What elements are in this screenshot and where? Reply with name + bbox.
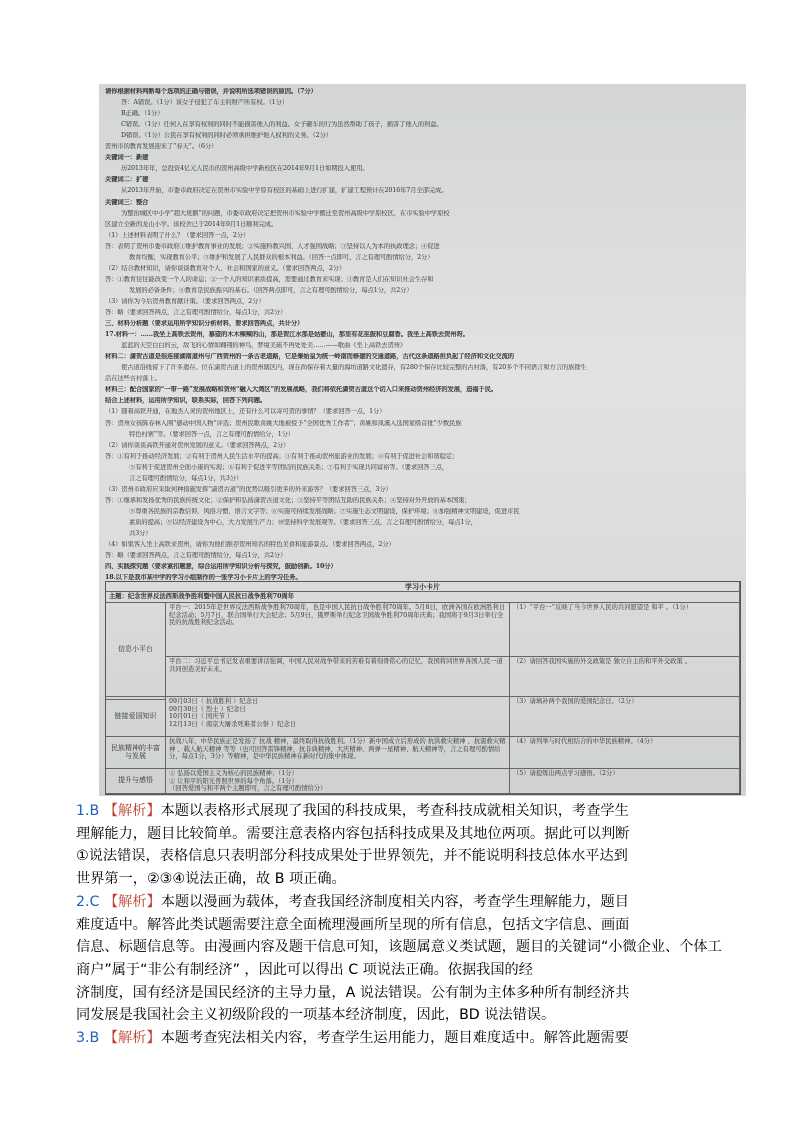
answer-text: 信息、标题信息等。由漫画内容及题干信息可知，该题属意义类试题，题目的关键词“小微企业、个体工: [76, 939, 722, 956]
scan-line: 答：略（要求回答两点，言之有理可酌情给分，每点1分，共2分）: [105, 309, 287, 316]
answer-line: [76, 1004, 636, 1027]
scan-line: 材料三：配合国家的“一带一路”发展战略和贺州“融入大湾区”的发展战略，我们将依托潇贺古道这个切入口来推动贺州经济的发展，造福于民。: [105, 386, 498, 394]
scan-line: 历2013年年，总投资4亿元人民币的贺州高级中学新校区在2014年9月1日如期投入使用。: [121, 165, 369, 173]
scan-line: 答：①有利于推动经济发展；②有利于贺州人民生活水平的提高；③有利于推动贺州旅游业的发展；④有利于促进社会和谐稳定；: [105, 452, 459, 460]
answer-text: 难度适中。解答此类试题需要注意全面梳理漫画所呈现的所有信息，包括文字信息、画面: [76, 916, 630, 933]
scan-line: 请你根据材料判断每个选项的正确与错误，并说明所选项错误的原因。（7分）: [105, 88, 317, 95]
answer-line: [76, 845, 636, 868]
answer-line: [76, 800, 636, 823]
scan-line: 三、材料分析题（要求运用所学知识分析材料，要求回答两点，共计分）: [105, 320, 304, 328]
scanned-exam-photo: [99, 84, 746, 796]
answer-text: 商户”属于“非公有制经济” ，因此可以得出 C 项说法正确。依据我国的经: [76, 961, 533, 978]
scan-line: ⑤有利于促进贺州全面小康的实现；⑥有利于促进平等团结的民族关系；⑦有利于实现共同富裕等。（要求回答三点，: [129, 463, 449, 471]
scan-line: （3）请你为今后贺州教育献计策。（要求回答两点，2分）: [105, 297, 265, 305]
scan-line: （1）随着高铁开通，在地杰人灵的贺州地区上，还有什么可以寄可贺的事情？（要求回答一点，1分）: [105, 408, 386, 416]
card-row4-label: 提升与感悟: [106, 769, 166, 794]
scan-line: C错误。（1分）任何人在享有权利的同时不能损害他人的利益。女子砸车的行为虽然帮助了孩子，损害了他人的利益。: [121, 121, 443, 129]
scan-line: ⑤尊重各民族的宗教信仰、风俗习惯、语言文字等；⑥实施可持续发展战略；⑦实施生态文明建设，保护环境；⑧加强精神文明建设，促进市民: [129, 507, 520, 515]
card-row3-question: （4）请列举与时代相结合的中华民族精神。（4分）: [510, 737, 740, 769]
answer-line: [76, 936, 722, 959]
answer-text: 本题以表格形式展现了我国的科技成果，考查科技成就相关知识，考查学生: [160, 803, 629, 819]
scan-line: 答：表明了贺州市委市政府①维护教育事业的发展；②实施科教兴国、人才强国战略；③坚持以人为本的执政理念；④促进: [105, 242, 440, 250]
card-row4-items: [166, 769, 510, 794]
answer-explanations: [76, 800, 722, 1050]
card-row4-question: （5）请提炼出两点学习感悟。（2分）: [510, 769, 740, 794]
card-row1-label: 信息小平台: [106, 603, 166, 697]
scan-line: （2）结合教材知识，请你谈谈教育对个人、社会和国家的意义。（要求回答两点，2分）: [105, 264, 346, 272]
answer-line: [76, 1027, 636, 1050]
card-row1-question1: （1）“平台一”反映了当今世界人民的共同愿望是 和平 。（1分）: [510, 603, 740, 657]
scan-line: 素质的提高；⑨以经济建设为中心，大力发展生产力；⑩坚持科学发展观等。（要求回答三点，言之有理可酌情给分，每点1分，: [129, 518, 477, 526]
scan-line: （1）上述材料表明了什么？（要求回答一点，2分）: [105, 231, 250, 239]
answer-line: [76, 914, 636, 937]
analysis-tag: 【解析】: [103, 893, 161, 910]
reflection-item: ① 弘扬以爱国主义为核心的民族精神；（1分）: [169, 770, 298, 777]
scan-line: D错误。（1分）公民在享有权利的同时必须承担维护他人权利的义务。（2分）: [121, 132, 332, 140]
patriotic-day-item: 12月13日（ 南京大屠杀死难者公祭 ）纪念日: [169, 720, 297, 728]
patriotic-day-item: 09月03日（ 抗战胜利 ）纪念日: [169, 698, 259, 705]
answer-text: 本题以漫画为载体，考查我国经济制度相关内容，考查学生理解能力，题目: [160, 893, 629, 910]
analysis-tag: 【解析】: [103, 803, 161, 819]
scan-line: 结合上述材料，运用所学知识，联系实际，回答下列问题。: [105, 397, 267, 405]
scan-line: （4）如果客人坐上高铁来贺州，请你为他们推荐贺州知名的特色美食和旅游景点。（要求回答两点，2分）: [105, 541, 395, 549]
scan-line: 关键词一：新建: [105, 154, 149, 162]
scan-line: 答：略（要求回答两点，言之有理可酌情给分，每点1分，共2分）: [105, 552, 287, 560]
card-row3-label: 民族精神的丰富与发展: [106, 737, 166, 769]
card-row1-text1: 平台一：2015年是世界反法西斯战争胜利70周年，也是中国人民抗日战争胜利70周年。5月8日，欧洲各国在欧洲胜利日纪念活动；5月7日，联合国举行大会纪念；5月9日，俄罗斯举行纪念卫国战争胜利70周年庆典；我国将于9月3日举行全民的抗战胜利纪念活动。: [166, 603, 510, 657]
answer-number: 1.B: [76, 803, 100, 819]
answer-line: [76, 823, 636, 846]
scan-line: 使古道沿线留下了许多遗存。位在潇贺古道上的贺州辖区内，现在尚保存着大量的海坊道路文化遗存，有280个保存比较完整的古村落，有20多个不同语言和方言的族群生: [121, 364, 587, 372]
scan-line: 答：①继承和发扬优秀的民族传统文化；②保护和弘扬潇贺古道文化；③坚持平等团结互助的民族关系；④坚持对外开放的基本国策；: [105, 496, 471, 504]
answer-text: ①说法错误，表格信息只表明部分科技成果处于世界领先，并不能说明科技总体水平达到: [76, 848, 628, 865]
scan-line: 答：贺州女孩陈春林入围“感动中国人物”评选；贺州民歌黄姚大地被授予“全国优秀工作者”；黄姚和凤溪入选国家级首批“少数民族: [105, 419, 462, 427]
scan-line: 材料二：潇贺古道是指连接湖南道州与广西贺州的一条古老道路，它是秦始皇为统一岭南而修建的交通道路，古代这条道路担负起了经济和文化交流的: [105, 353, 514, 361]
card-row1-question2: （2）请回答我国实施的外交政策是 独立自主的和平外交政策 。: [510, 657, 740, 697]
scan-line: 教育均衡，实现教育公平；⑤维护和发展了人民群众的根本利益。（回答一点即可，言之有理可酌情给分，2分）: [129, 253, 434, 261]
scan-line: 为整治城区中小学“超大班额”的问题，市委市政府决定把贺州市实验中学搬迁至贺州高级中学原校区，在市实验中学原校: [121, 209, 450, 217]
answer-number: 3.B: [76, 1030, 100, 1047]
scan-line: （2）请你谈谈高铁开通对贺州发展的意义。（要求回答两点，2分）: [105, 441, 290, 449]
answer-text: 理解能力，题目比较简单。需要注意表格内容包括科技成果及其地位两项。据此可以判断: [76, 825, 630, 842]
analysis-tag: 【解析】: [103, 1030, 161, 1047]
scan-line: 蓝蓝的天空白白的云，敌飞的心情如翱翔的神鸟，梦境美琉不再处处美……——歌曲《坐上高铁去贺州》: [121, 342, 407, 350]
scan-line: B正确。（1分）: [121, 110, 164, 118]
card-heading: 学习小卡片: [106, 582, 740, 592]
answer-text: 世界第一，②③④说法正确，故 B 项正确。: [76, 871, 346, 888]
scan-line: （3）贺州市政府应采取何种措施发挥“潇贺古道”的优势以吸引更多的外来游客？（要求回答三点，3分）: [105, 485, 392, 493]
card-theme: 主题：纪念世界反法西斯战争胜利暨中国人民抗日战争胜利70周年: [106, 592, 740, 603]
answer-text: 同发展是我国社会主义初级阶段的一项基本经济制度，因此，BD 说法错误。: [76, 1007, 556, 1024]
scan-line: 活在这些古村落上。: [105, 375, 161, 383]
card-row1-text2: 平台二：习近平总书记发表重要讲话强调，中国人民对战争带来的苦难有着刻骨铭心的记忆，我国将同世界各国人民一道共同创造美好未来。: [166, 657, 510, 697]
scan-line: 发展的必备条件；④教育是民族振兴的基石。（回答两点即可，言之有理可酌情给分，每点1分，共2分）: [129, 286, 413, 294]
answer-line: [76, 868, 636, 891]
scan-line: 特色村寨”等。（要求回答一点，言之有理可酌情给分，1分）: [129, 430, 294, 438]
scan-line: 言之有理可酌情给分，每点1分，共3分）: [129, 474, 243, 482]
scan-line: 17.材料一：……我坐上高铁去贺州，慕望的木木辣辣的山，那是贺江水那是姑婆山，那里有花巫鼓和豆腐香。我坐上高铁去贺州呀。: [105, 331, 469, 339]
scan-line: 贺州市的教育发展迎来了“春天”。（6分）: [105, 143, 218, 151]
answer-line: [76, 982, 636, 1005]
card-row2-items: [166, 697, 510, 737]
scan-line: 答：A错误。（1分）该女子侵犯了车主的财产所有权。（1分）: [121, 99, 289, 107]
answer-text: 济制度，国有经济是国民经济的主导力量，A 说法错误。公有制为主体多种所有制经济共: [76, 984, 630, 1001]
scan-line: 答：①教育往往能改变一个人的命运；②一个人的知识素质提高，需要通过教育来实现；③教育是人们在知识社会生存和: [105, 275, 434, 283]
reflection-item: （回答爱国与和平两个主题即可，言之有理可酌情给分）: [169, 785, 327, 793]
card-row3-text: 抗战八年，中华民族正是发扬了 抗战 精神，最终取得抗战胜利。（1分）新中国成立后形成的 抗洪救灾精神 、抗震救灾精神 、载人航天精神 等等（也可回答雷锋精神、抗非典精神、大庆精神、两弹一星精神、航天精神等，言之有理可酌情给分，每点1分，3分）等精神，是中华民族精神在新时代的集中体现。: [166, 737, 510, 769]
card-row2-question: （3）请填补两个我国的爱国纪念日。（2分）: [510, 697, 740, 737]
scan-line: 关键词二：扩建: [105, 176, 149, 184]
study-card-table: [105, 581, 741, 795]
scan-line: 18.以下是我市某中学的学习小组制作的一张学习小卡片上的学习任务。: [105, 574, 302, 582]
answer-line: [76, 891, 636, 914]
answer-number: 2.C: [76, 893, 100, 910]
reflection-item: ② 让和平的阳光普照世界的每个角落。（1分）: [169, 777, 298, 785]
scan-line: 共3分）: [129, 530, 152, 537]
scan-line: 区建立全新的龙山小学。该校舍已于2014年9月1日顺利完成。: [105, 220, 278, 228]
scan-line: 关键词三：整合: [105, 198, 149, 206]
patriotic-day-item: 09月30日（ 烈士 ）纪念日: [169, 705, 246, 713]
scan-line: 四、实践探究题（要求紧扣题意，综合运用所学知识分析与探究，鼓励创新。10分）: [105, 563, 337, 571]
patriotic-day-item: 10月01日（ 国庆节 ）: [169, 713, 234, 721]
answer-text: 本题考查宪法相关内容，考查学生运用能力，题目难度适中。解答此题需要: [160, 1030, 629, 1047]
scan-line: 从2013年开始，市委市政府决定在贺州市实验中学原有校区的基础上进行扩建，扩建工程预计在2016年7月全部完成。: [121, 187, 448, 195]
answer-line: [76, 959, 636, 982]
card-row2-label: 链接爱国知识: [106, 697, 166, 737]
